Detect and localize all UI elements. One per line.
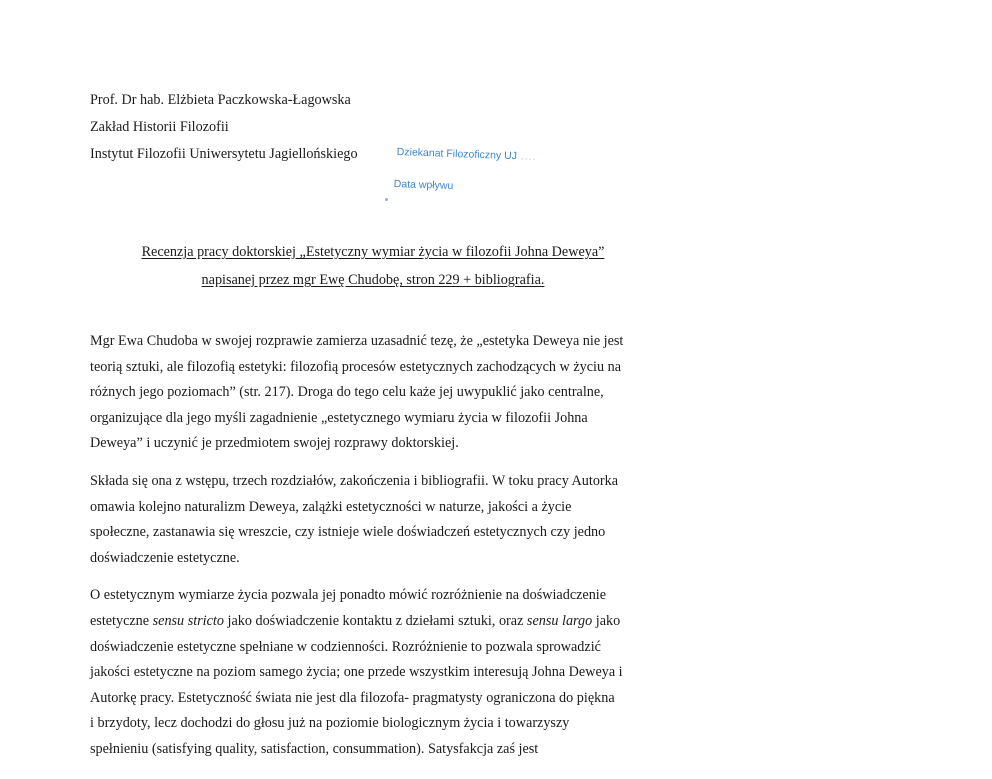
text-line: Autorkę pracy. Estetyczność świata nie jest dla filozofa- pragmatysty ograniczona do piękna: [90, 689, 615, 706]
paragraph: [90, 333, 665, 461]
department: Zakład Historii Filozofii: [90, 119, 229, 135]
text-line: organizujące dla jego myśli zagadnienie „estetycznego wymiaru życia w filozofii Johna: [90, 409, 588, 426]
paragraph: [90, 587, 665, 766]
text-line: doświadczenie estetyczne spełniane w codzienności. Rozróżnienie to pozwala sprowadzić: [90, 638, 601, 655]
stamp-office: Dziekanat Filozoficzny UJ ....: [396, 146, 537, 163]
text-line: i brzydoty, lecz dochodzi do głosu już na poziomie biologicznym życia i towarzyszy: [90, 715, 570, 732]
author-block: [90, 93, 358, 174]
text-line: estetyczne sensu stricto jako doświadczenie kontaktu z dziełami sztuki, oraz sensu largo jako: [90, 612, 621, 629]
text-line: Składa się ona z wstępu, trzech rozdziałów, zakończenia i bibliografii. W toku pracy Autorka: [90, 472, 619, 489]
stamp-mark: [385, 198, 388, 201]
paragraph: [90, 473, 665, 575]
received-stamp: [385, 146, 575, 204]
text-line: omawia kolejno naturalizm Deweya, zalążki estetyczności w naturze, jakości a życie: [90, 498, 572, 515]
review-title: [90, 244, 656, 300]
text-line: O estetycznym wymiarze życia pozwala jej ponadto mówić rozróżnienie na doświadczenie: [90, 587, 607, 604]
text-line: doświadczenie estetyczne.: [90, 549, 240, 566]
stamp-date-label: Data wpływu: [393, 178, 454, 193]
author-name: Prof. Dr hab. Elżbieta Paczkowska-Łagowska: [90, 92, 351, 108]
text-line: społeczne, zastanawia się wreszcie, czy istnieje wiele doświadczeń estetycznych czy jedno: [90, 524, 606, 541]
text-line: Deweya” i uczynić je przedmiotem swojej rozprawy doktorskiej.: [90, 435, 459, 452]
review-body: [90, 333, 665, 779]
text-line: teorią sztuki, ale filozofią estetyki: filozofią procesów estetycznych zachodzących w życiu na: [90, 358, 622, 375]
text-line: spełnieniu (satisfying quality, satisfaction, consummation). Satysfakcja zaś jest: [90, 740, 539, 757]
title-line-2: napisanej przez mgr Ewę Chudobę, stron 229 + bibliografia.: [201, 272, 545, 288]
italic-term: sensu stricto: [152, 612, 224, 629]
title-line-1: Recenzja pracy doktorskiej „Estetyczny wymiar życia w filozofii Johna Deweya”: [141, 244, 605, 260]
text-line: różnych jego poziomach” (str. 217). Droga do tego celu każe jej uwypuklić jako centralne,: [90, 384, 604, 401]
text-line: Mgr Ewa Chudoba w swojej rozprawie zamierza uzasadnić tezę, że „estetyka Deweya nie jest: [90, 333, 624, 349]
text-line: jakości estetyczne na poziom samego życia; one przede wszystkim interesują Johna Deweya i: [90, 664, 623, 681]
institute: Instytut Filozofii Uniwersytetu Jagiellońskiego: [90, 146, 358, 162]
italic-term: sensu largo: [526, 612, 593, 629]
